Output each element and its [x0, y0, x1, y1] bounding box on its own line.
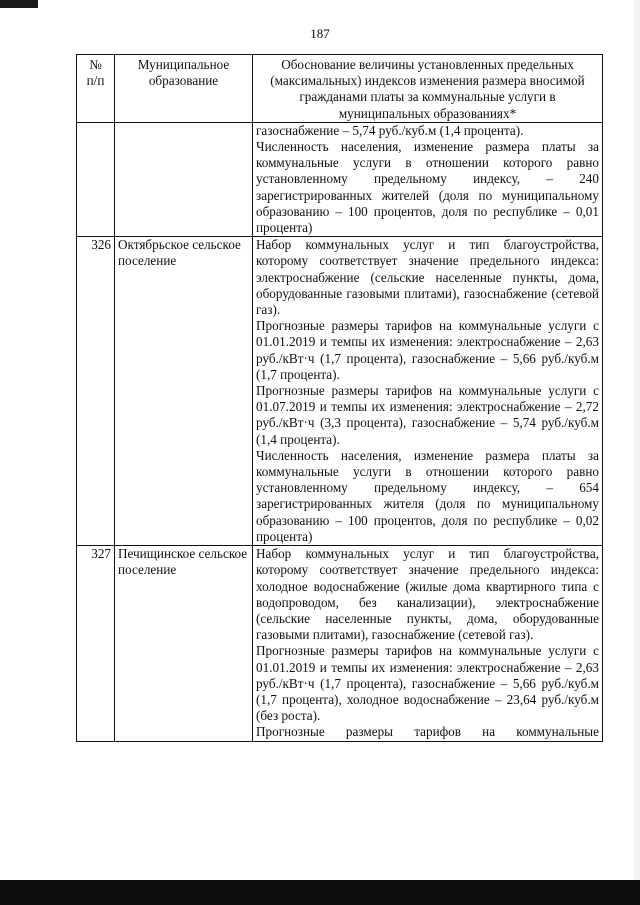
scan-right-edge	[634, 0, 640, 905]
cell-num	[77, 122, 115, 236]
scan-corner-artifact	[0, 0, 38, 8]
cell-basis	[253, 122, 603, 236]
paragraph: Набор коммунальных услуг и тип благоустройства, которому соответствует значение предельного индекса: электроснабжение (сельские населенные пункты, дома, оборудованные газовыми плитами), газоснабжение (сетевой газ).	[256, 237, 599, 318]
table-row	[77, 237, 603, 546]
cell-num: 326	[77, 237, 115, 546]
page-number: 187	[310, 26, 330, 41]
paragraph: Прогнозные размеры тарифов на коммунальные	[256, 724, 599, 740]
header-num: № п/п	[77, 55, 115, 123]
scan-bottom-edge	[0, 880, 640, 905]
cell-basis	[253, 237, 603, 546]
cell-municipality: Октябрьское сельское поселение	[115, 237, 253, 546]
scan-top-margin	[0, 0, 640, 10]
table-row-continuation	[77, 122, 603, 236]
cell-municipality	[115, 122, 253, 236]
tariff-index-table	[76, 54, 603, 742]
cell-num: 327	[77, 546, 115, 741]
header-basis: Обоснование величины установленных предельных (максимальных) индексов изменения размера вносимой гражданами платы за коммунальные услуги в муниципальных образованиях*	[253, 55, 603, 123]
table-header-row	[77, 55, 603, 123]
cell-basis	[253, 546, 603, 741]
paragraph: Численность населения, изменение размера платы за коммунальные услуги в отношении которого равно установленному предельному индексу, – 654 зарегистрированных жителя (доля по муниципальному образованию – 100 процентов, доля по республике – 0,02 процента)	[256, 447, 599, 544]
cell-municipality: Печищинское сельское поселение	[115, 546, 253, 741]
paragraph: Численность населения, изменение размера платы за коммунальные услуги в отношении которого равно установленному предельному индексу, – 240 зарегистрированных жителей (доля по муниципальному образованию – 100 процентов, доля по республике – 0,01 процента)	[256, 139, 599, 236]
header-municipality: Муниципальное образование	[115, 55, 253, 123]
table-row	[77, 546, 603, 741]
paragraph: Прогнозные размеры тарифов на коммунальные услуги с 01.01.2019 и темпы их изменения: электроснабжение – 2,63 руб./кВт·ч (1,7 процента), газоснабжение – 5,66 руб./куб.м (1,7 процента).	[256, 318, 599, 382]
paragraph: Прогнозные размеры тарифов на коммунальные услуги с 01.01.2019 и темпы их изменения: электроснабжение – 2,63 руб./кВт·ч (1,7 процента), газоснабжение – 5,66 руб./куб.м (1,7 процента), холодное водоснабжение – 23,64 руб./куб.м (без роста).	[256, 643, 599, 724]
paragraph: Прогнозные размеры тарифов на коммунальные услуги с 01.07.2019 и темпы их изменения: электроснабжение – 2,72 руб./кВт·ч (3,3 процента), газоснабжение – 5,74 руб./куб.м (1,4 процента).	[256, 383, 599, 447]
paragraph: газоснабжение – 5,74 руб./куб.м (1,4 процента).	[256, 122, 524, 138]
paragraph: Набор коммунальных услуг и тип благоустройства, которому соответствует значение предельного индекса: холодное водоснабжение (жилые дома квартирного типа с водопроводом, без канализации), электроснабжение (сельские населенные пункты, дома, оборудованные газовыми плитами), газоснабжение (сетевой газ).	[256, 546, 599, 643]
